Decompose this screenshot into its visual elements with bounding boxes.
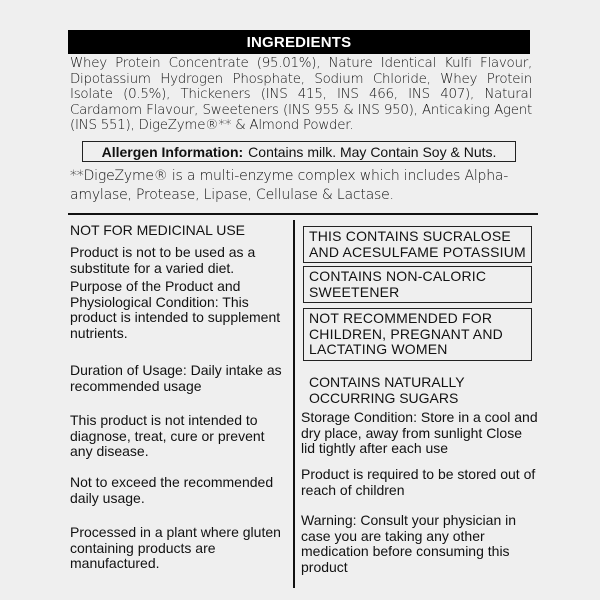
- sucralose-box: THIS CONTAINS SUCRALOSE AND ACESULFAME POTASSIUM: [303, 226, 532, 263]
- substitute-text: Product is not to be used as a substitute for a varied diet.: [70, 244, 256, 276]
- warning-text: Warning: Consult your physician in case you are taking any other medication before consuming this product: [301, 512, 517, 575]
- purpose-text: Purpose of the Product and Physiological Condition: This product is intended to supplement nutrients.: [70, 278, 281, 341]
- allergen-text: Contains milk. May Contain Soy & Nuts.: [248, 143, 497, 160]
- duration-text: Duration of Usage: Daily intake as recommended usage: [70, 362, 282, 394]
- allergen-label: Allergen Information:: [101, 143, 244, 160]
- natural-sugars-text: CONTAINS NATURALLY OCCURRING SUGARS: [309, 374, 465, 406]
- not-medicinal-text: NOT FOR MEDICINAL USE: [70, 222, 246, 238]
- not-exceed-text: Not to exceed the recommended daily usage.: [70, 474, 274, 506]
- processed-text: Processed in a plant where gluten containing products are manufactured.: [70, 524, 281, 571]
- non-caloric-box: CONTAINS NON-CALORIC SWEETENER: [303, 266, 532, 303]
- not-intended-text: This product is not intended to diagnose, treat, cure or prevent any disease.: [70, 412, 265, 459]
- vertical-divider: [293, 220, 295, 588]
- digezyme-note: **DigeZyme® is a multi-enzyme complex which includes Alpha-amylase, Protease, Lipase, Cellulase & Lactase.: [70, 168, 509, 203]
- allergen-box: [82, 141, 516, 162]
- not-recommended-box: NOT RECOMMENDED FOR CHILDREN, PREGNANT AND LACTATING WOMEN: [303, 308, 532, 361]
- ingredients-heading: INGREDIENTS: [68, 30, 530, 54]
- storage-text: Storage Condition: Store in a cool and dry place, away from sunlight Close lid tightly after each use: [301, 409, 538, 456]
- reach-text: Product is required to be stored out of reach of children: [301, 466, 536, 498]
- horizontal-divider: [68, 213, 538, 215]
- ingredients-text: Whey Protein Concentrate (95.01%), Nature Identical Kulfi Flavour, Dipotassium Hydrogen Phosphate, Sodium Chloride, Whey Protein Isolate (0.5%), Thickeners (INS 415, INS 466, INS 407), Natural Cardamom Flavour, Sweeteners (INS 955 & INS 950), Anticaking Agent (INS 551), DigeZyme®** & Almond Powder.: [70, 56, 532, 134]
